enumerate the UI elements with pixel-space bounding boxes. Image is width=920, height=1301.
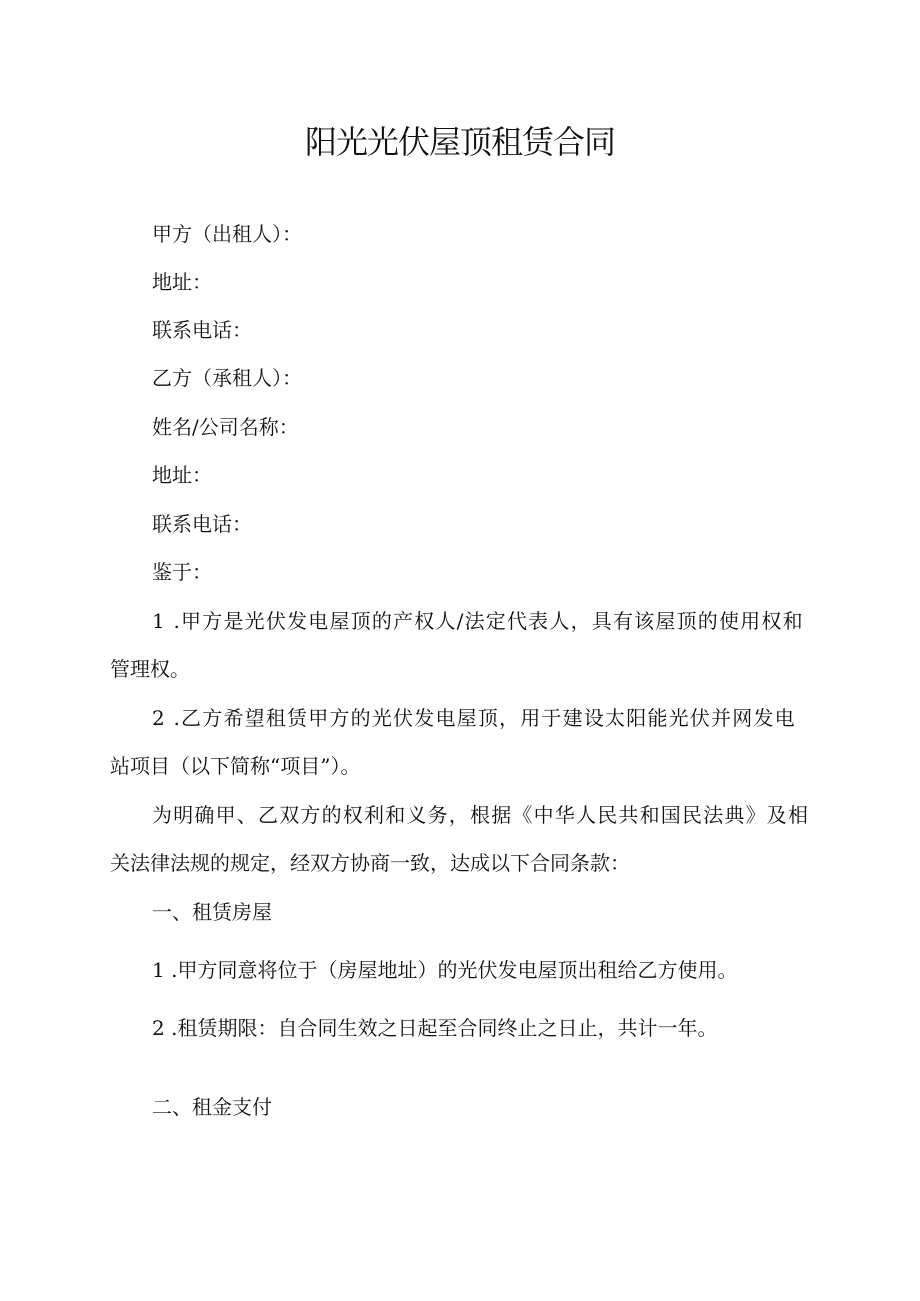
- party-a-label: 甲方（出租人）：: [152, 222, 302, 246]
- party-b-label: 乙方（承租人）：: [152, 366, 302, 390]
- whereas-item-1-line-1: 1 .甲方是光伏发电屋顶的产权人/法定代表人，具有该屋顶的使用权和: [152, 609, 804, 633]
- whereas-item-1-line-2: 管理权。: [110, 657, 190, 681]
- section-1-item-1: 1 .甲方同意将位于（房屋地址）的光伏发电屋顶出租给乙方使用。: [152, 958, 738, 982]
- section-2-heading: 二、租金支付: [152, 1095, 272, 1119]
- whereas-item-2-line-2: 站项目（以下简称“项目”）。: [110, 754, 361, 778]
- party-a-phone: 联系电话：: [152, 318, 252, 342]
- preamble-line-2: 关法律法规的规定，经双方协商一致，达成以下合同条款：: [110, 851, 630, 875]
- party-b-name: 姓名/公司名称：: [152, 415, 299, 439]
- party-a-address: 地址：: [152, 270, 212, 294]
- document-title: 阳光光伏屋顶租赁合同: [304, 123, 615, 161]
- section-1-heading: 一、租赁房屋: [152, 900, 272, 924]
- section-1-item-2: 2 .租赁期限：自合同生效之日起至合同终止之日止，共计一年。: [152, 1016, 718, 1040]
- party-b-address: 地址：: [152, 463, 212, 487]
- whereas-label: 鉴于：: [152, 560, 212, 584]
- whereas-item-2-line-1: 2 .乙方希望租赁甲方的光伏发电屋顶，用于建设太阳能光伏并网发电: [152, 706, 796, 730]
- preamble-line-1: 为明确甲、乙双方的权利和义务，根据《中华人民共和国民法典》及相: [152, 803, 810, 827]
- party-b-phone: 联系电话：: [152, 512, 252, 536]
